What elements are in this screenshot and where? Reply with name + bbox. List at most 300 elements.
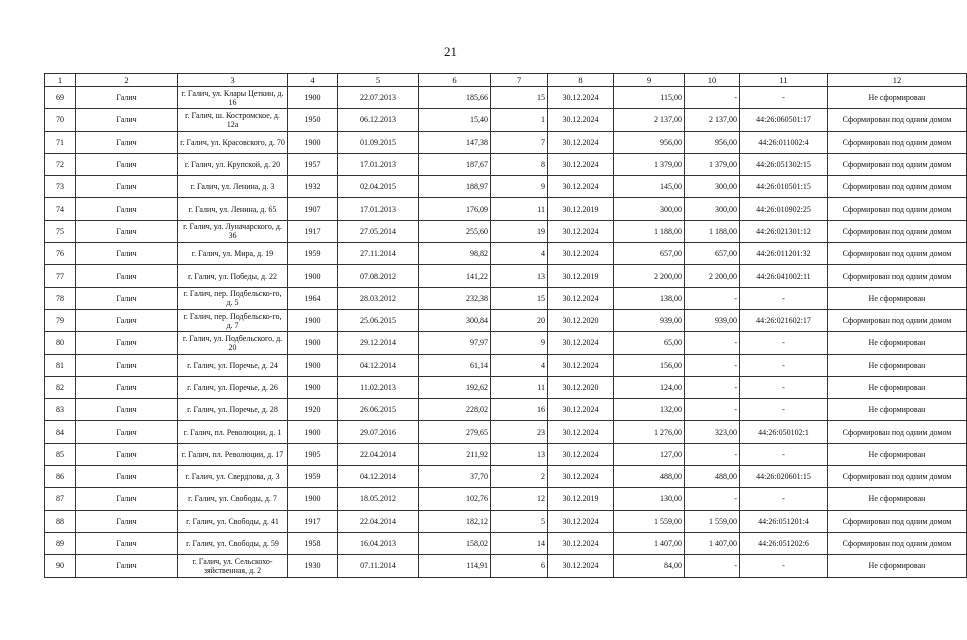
city-cell: Галич [76,443,178,465]
land-status-cell: Сформирован под одним домом [828,265,967,287]
build-year-cell: 1964 [288,287,338,309]
table-row [45,220,967,242]
build-year-cell: 1958 [288,532,338,554]
date-cell: 26.06.2015 [338,399,419,421]
row-number-cell: 88 [45,510,76,532]
amount-cell: 657,00 [614,243,685,265]
area-cell: 102,76 [419,488,491,510]
build-year-cell: 1932 [288,176,338,198]
address-cell: г. Галич, ул. Мира, д. 19 [178,243,288,265]
count-cell: 5 [491,510,548,532]
table-row [45,309,967,331]
city-cell: Галич [76,399,178,421]
date-cell: 16.04.2013 [338,532,419,554]
amount-cell: 138,00 [614,287,685,309]
count-cell: 12 [491,488,548,510]
column-number: 1 [45,74,76,87]
row-number-cell: 73 [45,176,76,198]
build-year-cell: 1959 [288,466,338,488]
table-row [45,354,967,376]
city-cell: Галич [76,309,178,331]
address-cell: г. Галич, ш. Костромское, д. 12а [178,109,288,131]
area-cell: 300,84 [419,309,491,331]
city-cell: Галич [76,198,178,220]
deadline-cell: 30.12.2024 [548,532,614,554]
land-status-cell: Не сформирован [828,488,967,510]
table-row [45,243,967,265]
cadastral-number-cell: - [740,287,828,309]
build-year-cell: 1900 [288,309,338,331]
deadline-cell: 30.12.2024 [548,131,614,153]
date-cell: 07.08.2012 [338,265,419,287]
amount-cell: 145,00 [614,176,685,198]
area-cell: 176,09 [419,198,491,220]
build-year-cell: 1900 [288,131,338,153]
date-cell: 17.01.2013 [338,153,419,175]
date-cell: 22.04.2014 [338,510,419,532]
address-cell: г. Галич, ул. Свердлова, д. 3 [178,466,288,488]
deadline-cell: 30.12.2024 [548,443,614,465]
land-status-cell: Сформирован под одним домом [828,243,967,265]
build-year-cell: 1920 [288,399,338,421]
table-row [45,421,967,443]
cadastral-area-cell: - [685,555,740,577]
date-cell: 04.12.2014 [338,354,419,376]
amount-cell: 130,00 [614,488,685,510]
land-status-cell: Сформирован под одним домом [828,198,967,220]
table-row [45,488,967,510]
build-year-cell: 1900 [288,332,338,354]
address-cell: г. Галич, пер. Подбельско-го, д. 5 [178,287,288,309]
amount-cell: 132,00 [614,399,685,421]
row-number-cell: 74 [45,198,76,220]
cadastral-area-cell: 956,00 [685,131,740,153]
table-row [45,443,967,465]
amount-cell: 156,00 [614,354,685,376]
amount-cell: 2 137,00 [614,109,685,131]
deadline-cell: 30.12.2024 [548,153,614,175]
count-cell: 13 [491,443,548,465]
address-cell: г. Галич, ул. Поречье, д. 26 [178,376,288,398]
table-row [45,176,967,198]
count-cell: 2 [491,466,548,488]
date-cell: 01.09.2015 [338,131,419,153]
cadastral-area-cell: 2 137,00 [685,109,740,131]
count-cell: 9 [491,332,548,354]
build-year-cell: 1917 [288,220,338,242]
land-status-cell: Сформирован под одним домом [828,532,967,554]
row-number-cell: 83 [45,399,76,421]
cadastral-number-cell: - [740,555,828,577]
amount-cell: 65,00 [614,332,685,354]
build-year-cell: 1905 [288,443,338,465]
cadastral-number-cell: 44:26:020601:15 [740,466,828,488]
date-cell: 11.02.2013 [338,376,419,398]
count-cell: 7 [491,131,548,153]
cadastral-number-cell: - [740,443,828,465]
address-cell: г. Галич, ул. Крупской, д. 20 [178,153,288,175]
deadline-cell: 30.12.2019 [548,198,614,220]
date-cell: 22.07.2013 [338,87,419,109]
land-status-cell: Не сформирован [828,332,967,354]
address-cell: г. Галич, ул. Поречье, д. 24 [178,354,288,376]
address-cell: г. Галич, ул. Ленина, д. 3 [178,176,288,198]
deadline-cell: 30.12.2024 [548,354,614,376]
address-cell: г. Галич, ул. Красовского, д. 70 [178,131,288,153]
build-year-cell: 1900 [288,87,338,109]
count-cell: 11 [491,376,548,398]
column-number: 11 [740,74,828,87]
land-status-cell: Не сформирован [828,287,967,309]
address-cell: г. Галич, ул. Свободы, д. 7 [178,488,288,510]
cadastral-number-cell: 44:26:050102:1 [740,421,828,443]
address-cell: г. Галич, ул. Свободы, д. 41 [178,510,288,532]
land-status-cell: Сформирован под одним домом [828,131,967,153]
city-cell: Галич [76,488,178,510]
amount-cell: 84,00 [614,555,685,577]
build-year-cell: 1900 [288,421,338,443]
area-cell: 192,62 [419,376,491,398]
count-cell: 15 [491,87,548,109]
build-year-cell: 1957 [288,153,338,175]
column-number: 2 [76,74,178,87]
cadastral-number-cell: 44:26:051302:15 [740,153,828,175]
row-number-cell: 71 [45,131,76,153]
city-cell: Галич [76,131,178,153]
row-number-cell: 79 [45,309,76,331]
date-cell: 02.04.2015 [338,176,419,198]
date-cell: 07.11.2014 [338,555,419,577]
city-cell: Галич [76,243,178,265]
date-cell: 25.06.2015 [338,309,419,331]
city-cell: Галич [76,287,178,309]
date-cell: 29.12.2014 [338,332,419,354]
deadline-cell: 30.12.2024 [548,510,614,532]
date-cell: 27.05.2014 [338,220,419,242]
deadline-cell: 30.12.2024 [548,87,614,109]
city-cell: Галич [76,354,178,376]
address-cell: г. Галич, ул. Сельскохо-зяйственная, д. 2 [178,555,288,577]
cadastral-number-cell: 44:26:010902:25 [740,198,828,220]
column-number: 4 [288,74,338,87]
address-cell: г. Галич, ул. Луначарского, д. 36 [178,220,288,242]
deadline-cell: 30.12.2024 [548,555,614,577]
deadline-cell: 30.12.2024 [548,243,614,265]
address-cell: г. Галич, ул. Ленина, д. 65 [178,198,288,220]
row-number-cell: 86 [45,466,76,488]
table-row [45,287,967,309]
address-cell: г. Галич, ул. Свободы, д. 59 [178,532,288,554]
amount-cell: 1 188,00 [614,220,685,242]
land-status-cell: Не сформирован [828,87,967,109]
land-status-cell: Не сформирован [828,354,967,376]
amount-cell: 1 407,00 [614,532,685,554]
cadastral-area-cell: 300,00 [685,198,740,220]
column-number: 8 [548,74,614,87]
city-cell: Галич [76,466,178,488]
deadline-cell: 30.12.2024 [548,109,614,131]
cadastral-number-cell: 44:26:051202:6 [740,532,828,554]
deadline-cell: 30.12.2024 [548,332,614,354]
cadastral-number-cell: 44:26:060501:17 [740,109,828,131]
amount-cell: 488,00 [614,466,685,488]
count-cell: 15 [491,287,548,309]
deadline-cell: 30.12.2019 [548,265,614,287]
cadastral-area-cell: - [685,376,740,398]
city-cell: Галич [76,87,178,109]
row-number-cell: 84 [45,421,76,443]
count-cell: 9 [491,176,548,198]
cadastral-number-cell: 44:26:041002:11 [740,265,828,287]
deadline-cell: 30.12.2024 [548,466,614,488]
table-row [45,399,967,421]
cadastral-area-cell: 300,00 [685,176,740,198]
cadastral-number-cell: - [740,87,828,109]
cadastral-area-cell: 1 559,00 [685,510,740,532]
city-cell: Галич [76,153,178,175]
count-cell: 23 [491,421,548,443]
cadastral-number-cell: 44:26:051201:4 [740,510,828,532]
cadastral-number-cell: - [740,399,828,421]
count-cell: 8 [491,153,548,175]
amount-cell: 956,00 [614,131,685,153]
row-number-cell: 70 [45,109,76,131]
cadastral-area-cell: 1 379,00 [685,153,740,175]
area-cell: 255,60 [419,220,491,242]
row-number-cell: 80 [45,332,76,354]
column-number-row [45,74,967,87]
row-number-cell: 69 [45,87,76,109]
cadastral-area-cell: - [685,399,740,421]
deadline-cell: 30.12.2019 [548,488,614,510]
table-row [45,153,967,175]
row-number-cell: 76 [45,243,76,265]
row-number-cell: 75 [45,220,76,242]
cadastral-number-cell: - [740,354,828,376]
cadastral-number-cell: 44:26:010501:15 [740,176,828,198]
page-number: 21 [444,44,457,59]
city-cell: Галич [76,555,178,577]
date-cell: 28.03.2012 [338,287,419,309]
row-number-cell: 82 [45,376,76,398]
area-cell: 147,38 [419,131,491,153]
address-cell: г. Галич, ул. Клары Цеткин, д. 16 [178,87,288,109]
column-number: 6 [419,74,491,87]
column-number: 5 [338,74,419,87]
deadline-cell: 30.12.2024 [548,176,614,198]
deadline-cell: 30.12.2024 [548,220,614,242]
amount-cell: 939,00 [614,309,685,331]
address-cell: г. Галич, ул. Поречье, д. 28 [178,399,288,421]
cadastral-area-cell: - [685,443,740,465]
cadastral-number-cell: 44:26:021301:12 [740,220,828,242]
cadastral-area-cell: 657,00 [685,243,740,265]
area-cell: 114,91 [419,555,491,577]
amount-cell: 1 559,00 [614,510,685,532]
city-cell: Галич [76,532,178,554]
city-cell: Галич [76,376,178,398]
amount-cell: 115,00 [614,87,685,109]
deadline-cell: 30.12.2024 [548,287,614,309]
cadastral-area-cell: 323,00 [685,421,740,443]
build-year-cell: 1930 [288,555,338,577]
build-year-cell: 1900 [288,376,338,398]
table-row [45,555,967,577]
land-status-cell: Не сформирован [828,555,967,577]
row-number-cell: 81 [45,354,76,376]
date-cell: 06.12.2013 [338,109,419,131]
cadastral-area-cell: 1 188,00 [685,220,740,242]
city-cell: Галич [76,220,178,242]
address-cell: г. Галич, пер. Подбельско-го, д. 7 [178,309,288,331]
land-status-cell: Сформирован под одним домом [828,510,967,532]
table-row [45,198,967,220]
land-status-cell: Сформирован под одним домом [828,109,967,131]
amount-cell: 2 200,00 [614,265,685,287]
cadastral-number-cell: 44:26:011201:32 [740,243,828,265]
build-year-cell: 1959 [288,243,338,265]
cadastral-area-cell: 1 407,00 [685,532,740,554]
area-cell: 158,02 [419,532,491,554]
land-status-cell: Сформирован под одним домом [828,309,967,331]
cadastral-area-cell: 939,00 [685,309,740,331]
table-row [45,376,967,398]
date-cell: 22.04.2014 [338,443,419,465]
column-number: 9 [614,74,685,87]
build-year-cell: 1907 [288,198,338,220]
deadline-cell: 30.12.2024 [548,421,614,443]
table-row [45,87,967,109]
count-cell: 1 [491,109,548,131]
build-year-cell: 1900 [288,265,338,287]
row-number-cell: 77 [45,265,76,287]
count-cell: 4 [491,243,548,265]
land-status-cell: Сформирован под одним домом [828,220,967,242]
table-row [45,510,967,532]
land-status-cell: Сформирован под одним домом [828,153,967,175]
column-number: 10 [685,74,740,87]
land-status-cell: Сформирован под одним домом [828,421,967,443]
count-cell: 6 [491,555,548,577]
count-cell: 20 [491,309,548,331]
area-cell: 232,38 [419,287,491,309]
build-year-cell: 1900 [288,354,338,376]
column-number: 3 [178,74,288,87]
count-cell: 14 [491,532,548,554]
table-row [45,466,967,488]
city-cell: Галич [76,510,178,532]
table-row [45,131,967,153]
table-row [45,332,967,354]
land-status-cell: Сформирован под одним домом [828,466,967,488]
city-cell: Галич [76,332,178,354]
table-row [45,532,967,554]
cadastral-area-cell: - [685,354,740,376]
cadastral-number-cell: - [740,332,828,354]
address-cell: г. Галич, пл. Революции, д. 17 [178,443,288,465]
address-cell: г. Галич, пл. Революции, д. 1 [178,421,288,443]
count-cell: 16 [491,399,548,421]
area-cell: 61,14 [419,354,491,376]
address-cell: г. Галич, ул. Подбельского, д. 20 [178,332,288,354]
area-cell: 187,67 [419,153,491,175]
cadastral-area-cell: - [685,488,740,510]
table-row [45,109,967,131]
city-cell: Галич [76,265,178,287]
cadastral-number-cell: 44:26:011002:4 [740,131,828,153]
city-cell: Галич [76,176,178,198]
area-cell: 15,40 [419,109,491,131]
city-cell: Галич [76,421,178,443]
amount-cell: 124,00 [614,376,685,398]
build-year-cell: 1917 [288,510,338,532]
area-cell: 279,65 [419,421,491,443]
date-cell: 17.01.2013 [338,198,419,220]
deadline-cell: 30.12.2020 [548,376,614,398]
amount-cell: 127,00 [614,443,685,465]
date-cell: 04.12.2014 [338,466,419,488]
row-number-cell: 85 [45,443,76,465]
amount-cell: 1 276,00 [614,421,685,443]
cadastral-area-cell: - [685,87,740,109]
area-cell: 141,22 [419,265,491,287]
row-number-cell: 89 [45,532,76,554]
row-number-cell: 78 [45,287,76,309]
column-number: 12 [828,74,967,87]
column-number: 7 [491,74,548,87]
count-cell: 4 [491,354,548,376]
cadastral-number-cell: - [740,488,828,510]
housing-registry-table [44,73,967,578]
area-cell: 211,92 [419,443,491,465]
date-cell: 29.07.2016 [338,421,419,443]
deadline-cell: 30.12.2024 [548,399,614,421]
address-cell: г. Галич, ул. Победы, д. 22 [178,265,288,287]
cadastral-area-cell: 488,00 [685,466,740,488]
amount-cell: 300,00 [614,198,685,220]
area-cell: 182,12 [419,510,491,532]
land-status-cell: Не сформирован [828,443,967,465]
row-number-cell: 87 [45,488,76,510]
table-row [45,265,967,287]
area-cell: 37,70 [419,466,491,488]
row-number-cell: 72 [45,153,76,175]
cadastral-number-cell: - [740,376,828,398]
land-status-cell: Сформирован под одним домом [828,176,967,198]
count-cell: 19 [491,220,548,242]
build-year-cell: 1900 [288,488,338,510]
cadastral-area-cell: - [685,332,740,354]
deadline-cell: 30.12.2020 [548,309,614,331]
count-cell: 13 [491,265,548,287]
row-number-cell: 90 [45,555,76,577]
land-status-cell: Не сформирован [828,376,967,398]
area-cell: 97,97 [419,332,491,354]
cadastral-area-cell: - [685,287,740,309]
build-year-cell: 1950 [288,109,338,131]
area-cell: 188,97 [419,176,491,198]
city-cell: Галич [76,109,178,131]
area-cell: 228,02 [419,399,491,421]
cadastral-number-cell: 44:26:021602:17 [740,309,828,331]
amount-cell: 1 379,00 [614,153,685,175]
date-cell: 27.11.2014 [338,243,419,265]
date-cell: 18.05.2012 [338,488,419,510]
area-cell: 185,66 [419,87,491,109]
area-cell: 98,82 [419,243,491,265]
cadastral-area-cell: 2 200,00 [685,265,740,287]
land-status-cell: Не сформирован [828,399,967,421]
